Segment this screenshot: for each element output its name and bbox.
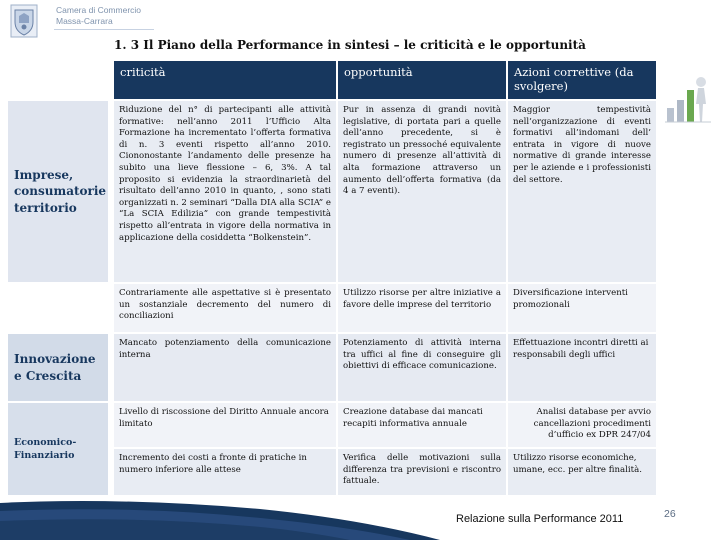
table-cell-opportunita: Potenziamento di attività interna tra uffici al fine di conseguire gli obiettivi di efficace comunicazione. — [338, 334, 506, 401]
table-cell-criticita: Riduzione del n° di partecipanti alle attività formative: nell’anno 2011 l’Ufficio Alta Formazione ha incrementato l’offerta formativa di n. 3 eventi rispetto all’anno 2010. Ciononostante l’andamento delle presenze ha subito una lieve flessione – 6, 3%. A tal proposito si evidenzia la straordinarietà del risultato dell’anno 2010 in quanto, , sono stati organizzati n. 2 seminari “Dalla DIA alla SCIA” e “La SCIA Edilizia” con grande tempestività rispetto all’entrata in vigore della normativa in applicazione della cosiddetta “Bolkenstein”. — [114, 101, 336, 282]
bottom-decoration — [0, 497, 440, 540]
table-cell-criticita: Mancato potenziamento della comunicazione interna — [114, 334, 336, 401]
page-title: 1. 3 Il Piano della Performance in sintesi – le criticità e le opportunità — [114, 38, 586, 52]
category-imprese: Imprese, consumatorie territorio — [8, 101, 108, 282]
column-header-opportunita: opportunità — [338, 61, 506, 99]
column-header-criticita: criticità — [114, 61, 336, 99]
table-cell-azioni: Analisi database per avvio cancellazioni procedimenti d’ufficio ex DPR 247/04 — [508, 403, 656, 447]
table-cell-azioni: Maggior tempestività nell’organizzazione di eventi formativi all’indomani dell’ entrata in vigore di nuove normative di grande interesse per le aziende e i professionisti del settore. — [508, 101, 656, 282]
category-innovazione: Innovazione e Crescita — [8, 334, 108, 401]
table-cell-azioni: Utilizzo risorse economiche, umane, ecc. per altre finalità. — [508, 449, 656, 495]
table-cell-opportunita: Pur in assenza di grandi novità legislative, di portata pari a quelle dell’anno precedente, si è registrato un pressoché equivalente numero di presenze all’attività di alta formazione attraverso un aumento dell’offerta formativa (da 4 a 7 eventi). — [338, 101, 506, 282]
bar-chart-figure-icon — [663, 70, 713, 130]
table-cell-criticita: Incremento dei costi a fronte di pratiche in numero inferiore alle attese — [114, 449, 336, 495]
category-economico: Economico-Finanziario — [8, 403, 108, 495]
table-cell-azioni: Effettuazione incontri diretti ai responsabili degli uffici — [508, 334, 656, 401]
table-cell-criticita: Contrariamente alle aspettative si è presentato un sostanziale decremento del numero di conciliazioni — [114, 284, 336, 332]
table-cell-opportunita: Creazione database dai mancati recapiti informativa annuale — [338, 403, 506, 447]
org-name-line1: Camera di Commercio — [56, 5, 142, 15]
logo — [6, 2, 156, 42]
logo-divider — [54, 29, 154, 30]
crest-icon — [10, 4, 38, 38]
page-number: 26 — [664, 508, 676, 520]
table-cell-opportunita: Utilizzo risorse per altre iniziative a favore delle imprese del territorio — [338, 284, 506, 332]
table-cell-criticita: Livello di riscossione del Diritto Annuale ancora limitato — [114, 403, 336, 447]
table-cell-azioni: Diversificazione interventi promozionali — [508, 284, 656, 332]
footer-report-title: Relazione sulla Performance 2011 — [456, 513, 624, 525]
org-name-line2: Massa-Carrara — [56, 16, 113, 26]
table-cell-opportunita: Verifica delle motivazioni sulla differenza tra previsioni e riscontro fattuale. — [338, 449, 506, 495]
column-header-azioni: Azioni correttive (da svolgere) — [508, 61, 656, 99]
